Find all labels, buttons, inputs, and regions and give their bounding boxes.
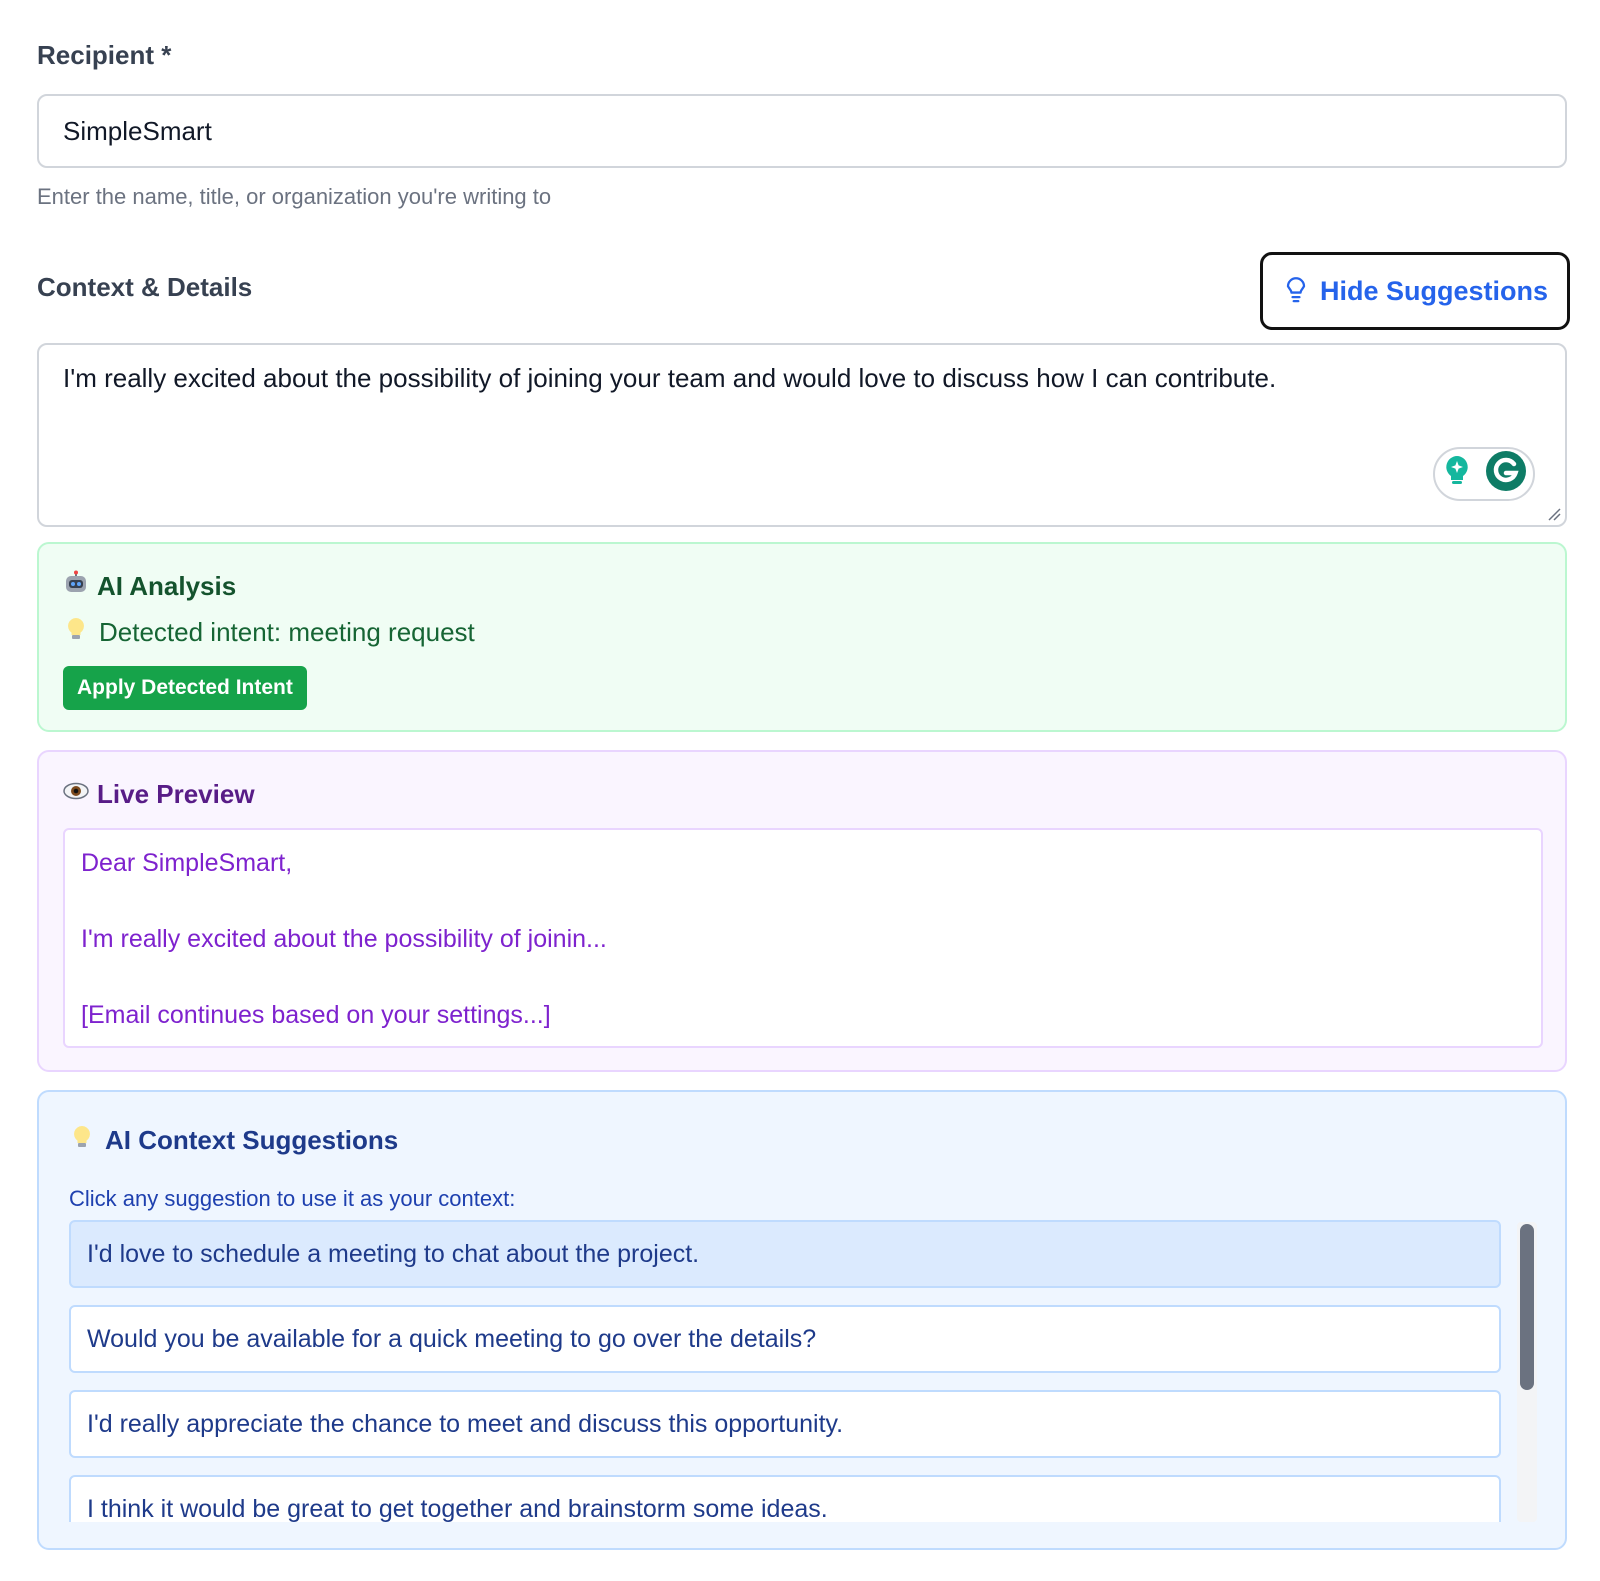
recipient-input[interactable] (37, 94, 1567, 168)
grammarly-lightbulb-icon[interactable] (1442, 454, 1472, 495)
preview-greeting: Dear SimpleSmart, (81, 849, 293, 877)
hide-suggestions-button[interactable] (1260, 252, 1570, 330)
suggestions-help-text: Click any suggestion to use it as your context: (69, 1186, 516, 1211)
hide-suggestions-label: Hide Suggestions (1319, 275, 1549, 306)
live-preview-title: Live Preview (97, 779, 255, 809)
live-preview-heading (63, 778, 255, 811)
suggestions-scrollbar[interactable] (1517, 1222, 1537, 1522)
preview-body: I'm really excited about the possibility of joinin... (81, 925, 607, 953)
robot-icon (63, 570, 89, 603)
grammarly-widget[interactable] (1433, 447, 1535, 501)
eye-icon (63, 778, 89, 811)
context-label: Context & Details (37, 272, 253, 302)
grammarly-icon[interactable] (1485, 450, 1527, 499)
lightbulb-icon (63, 616, 89, 649)
ai-analysis-panel (37, 542, 1567, 732)
scrollbar-thumb[interactable] (1520, 1224, 1534, 1390)
apply-detected-intent-button[interactable]: Apply Detected Intent (63, 666, 307, 710)
suggestions-list[interactable] (69, 1220, 1501, 1522)
context-value: I'm really excited about the possibility of joining your team and would love to discuss how I can contribute. (63, 363, 1277, 393)
ai-analysis-heading (63, 570, 236, 603)
live-preview-panel (37, 750, 1567, 1072)
suggestion-item[interactable]: Would you be available for a quick meeting to go over the details? (69, 1305, 1501, 1373)
ai-suggestions-panel (37, 1090, 1567, 1550)
suggestion-item[interactable]: I think it would be great to get together and brainstorm some ideas. (69, 1475, 1501, 1522)
detected-intent-text: Detected intent: meeting request (99, 617, 475, 647)
email-preview (63, 828, 1543, 1048)
preview-footer: [Email continues based on your settings...] (81, 1001, 551, 1029)
ai-analysis-title: AI Analysis (97, 571, 237, 601)
context-textarea[interactable] (37, 343, 1567, 527)
suggestion-item[interactable]: I'd really appreciate the chance to meet and discuss this opportunity. (69, 1390, 1501, 1458)
lightbulb-outline-icon (1282, 272, 1310, 311)
suggestion-item[interactable]: I'd love to schedule a meeting to chat about the project. (69, 1220, 1501, 1288)
lightbulb-icon (69, 1124, 95, 1157)
resize-grip-icon[interactable] (1547, 507, 1561, 521)
suggestions-title: AI Context Suggestions (105, 1125, 399, 1155)
recipient-label: Recipient * (37, 40, 172, 70)
suggestions-heading (69, 1124, 398, 1157)
detected-intent (63, 616, 475, 649)
recipient-value: SimpleSmart (63, 115, 212, 146)
recipient-help-text: Enter the name, title, or organization you're writing to (37, 184, 552, 209)
